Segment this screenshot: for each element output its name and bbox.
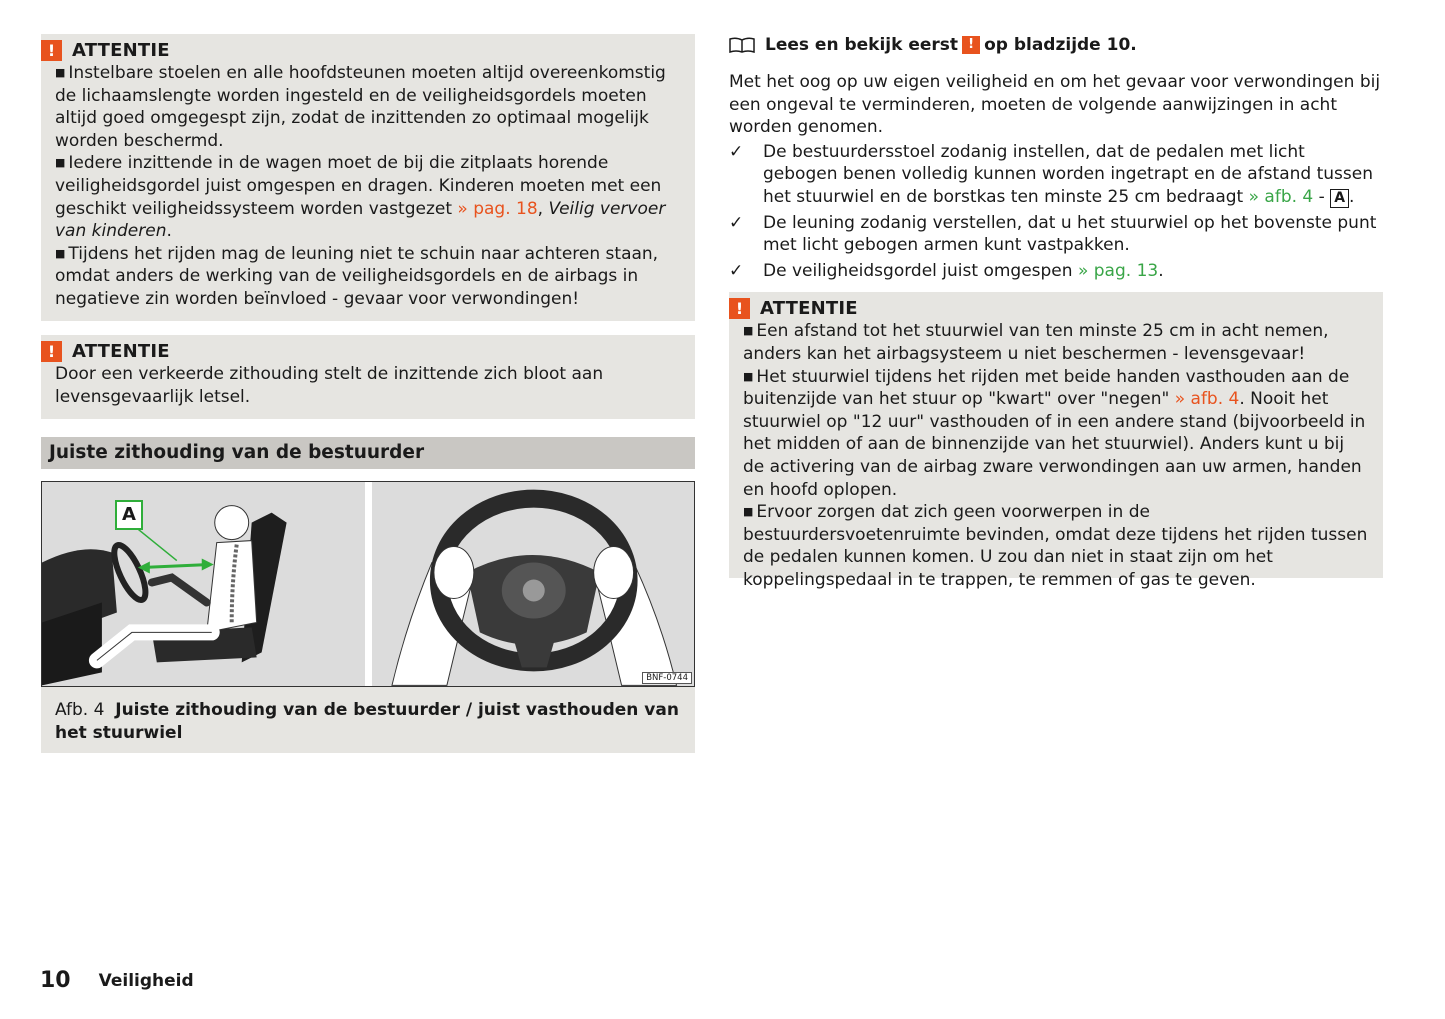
check-icon: ✓	[729, 260, 744, 281]
steering-wheel-illustration	[365, 482, 695, 686]
read-first-page: op bladzijde 10.	[984, 35, 1137, 55]
right-hand-shape	[593, 547, 633, 599]
figure-link[interactable]: » afb. 4	[1248, 186, 1314, 207]
page-number: 10	[40, 968, 71, 993]
warning-header	[729, 296, 1369, 320]
section-title: Juiste zithouding van de bestuurder	[41, 437, 695, 469]
bullet-icon: ■	[55, 66, 66, 79]
figure-code: BNF-0744	[642, 672, 692, 684]
page-footer	[40, 968, 194, 993]
warning-icon: !	[41, 40, 62, 61]
link-topic: Veilig vervoer van kinderen	[55, 198, 666, 242]
warning-title: ATTENTIE	[760, 297, 858, 319]
steering-wheel-drawing	[372, 482, 695, 686]
warning-title: ATTENTIE	[72, 340, 170, 362]
footer-section: Veiligheid	[98, 970, 194, 991]
seating-position-illustration	[42, 482, 365, 686]
warning-paragraph: Een afstand tot het stuurwiel van ten minste 25 cm in acht nemen, anders kan het airbagsysteem u niet beschermen - levensgevaar!	[743, 321, 1329, 364]
intro-paragraph: Met het oog op uw eigen veiligheid en om het gevaar voor verwondingen bij een ongeval te verminderen, moeten de volgende aanwijzingen in acht worden genomen.	[729, 72, 1381, 138]
page-link[interactable]: » pag. 18	[457, 198, 538, 219]
check-icon: ✓	[729, 141, 744, 162]
figure-4	[41, 481, 695, 687]
checklist	[729, 141, 1383, 283]
warning-box-seats	[41, 34, 695, 321]
warning-paragraph: Ervoor zorgen dat zich geen voorwerpen in de bestuurdersvoetenruimte bevinden, omdat deze tijdens het rijden tussen de pedalen kunnen komen. U zou dan niet in staat zijn om het koppelingspedaal in te trappen, te remmen of gas te geven.	[743, 502, 1368, 590]
warning-text: Door een verkeerde zithouding stelt de inzittende zich bloot aan levensgevaarlijk letsel.	[55, 364, 604, 407]
check-icon: ✓	[729, 212, 744, 233]
logo-shape	[522, 580, 544, 602]
right-column	[729, 34, 1383, 590]
read-first-notice	[729, 34, 1383, 56]
label-a: A	[115, 500, 143, 530]
bullet-icon: ■	[743, 324, 754, 338]
left-column	[41, 34, 695, 753]
driver-seat-drawing	[42, 482, 365, 686]
warning-icon: !	[962, 36, 980, 54]
bullet-icon: ■	[55, 156, 66, 170]
list-item: ✓ De veiligheidsgordel juist omgespen » pag. 13.	[729, 260, 1164, 281]
warning-box-posture	[41, 335, 695, 419]
list-item: ✓ De leuning zodanig verstellen, dat u het stuurwiel op het bovenste punt met licht gebogen armen kunt vastpakken.	[729, 212, 1377, 256]
warning-header	[41, 339, 681, 363]
warning-box-steering	[729, 292, 1383, 590]
bullet-icon: ■	[743, 505, 754, 519]
list-item: ✓ De bestuurdersstoel zodanig instellen, dat de pedalen met licht gebogen benen volledig kunnen worden ingetrapt en de afstand tussen het stuurwiel en de borstkas ten minste 25 cm bedraagt » afb. 4 - A .	[729, 141, 1373, 207]
warning-title: ATTENTIE	[72, 39, 170, 61]
bullet-icon: ■	[55, 246, 66, 260]
caption-prefix: Afb. 4	[55, 700, 105, 720]
caption-title: Juiste zithouding van de bestuurder / juist vasthouden van het stuurwiel	[55, 700, 679, 743]
warning-paragraph: Tijdens het rijden mag de leuning niet te schuin naar achteren staan, omdat anders de werking van de veiligheidsgordels en de airbags in negatieve zin worden beïnvloed - gevaar voor verwondingen!	[55, 243, 659, 309]
book-icon	[729, 36, 755, 54]
left-hand-shape	[433, 547, 473, 599]
warning-text: ■ Een afstand tot het stuurwiel van ten minste 25 cm in acht nemen, anders kan het airbagsysteem u niet beschermen - levensgevaar! ■ Het stuurwiel tijdens het rijden met beide handen vasthouden aan de buitenzijde van het stuur op "kwart" over "negen" » afb. 4. Nooit het stuurwiel op "12 uur" vasthouden of in een andere stand (bijvoorbeeld in het midden of aan de binnenzijde van het stuurwiel). Anders kunt u bij de activering van de airbag zware verwondingen aan uw armen, handen en hoofd oplopen. ■ Ervoor zorgen dat zich geen voorwerpen in de bestuurdersvoetenruimte bevinden, omdat deze tijdens het rijden tussen de pedalen kunnen komen. U zou dan niet in staat zijn om het koppelingspedaal in te trappen, te remmen of gas te geven.	[743, 321, 1368, 590]
warning-icon: !	[729, 298, 750, 319]
warning-paragraph: Instelbare stoelen en alle hoofdsteunen moeten altijd overeenkomstig de lichaamslengte worden ingesteld en de veiligheidsgordels moeten altijd goed omgegespt zijn, zodat de inzittenden zo optimaal mogelijk worden beschermd.	[55, 63, 666, 151]
head-shape	[215, 506, 249, 540]
figure-link[interactable]: » afb. 4	[1174, 389, 1240, 410]
warning-paragraph: Iedere inzittende in de wagen moet de bij die zitplaats horende veiligheidsgordel juist omgespen en dragen. Kinderen moeten met een geschikt veiligheidssysteem worden vastgezet	[55, 153, 662, 219]
warning-icon: !	[41, 341, 62, 362]
warning-paragraph: Het stuurwiel tijdens het rijden met beide handen vasthouden aan de buitenzijde van het stuur op "kwart" over "negen"	[743, 366, 1350, 410]
distance-arrow	[142, 565, 210, 568]
arm-shape	[152, 578, 207, 603]
arrow-head-right	[202, 559, 214, 571]
figure-caption	[41, 687, 695, 753]
bullet-icon: ■	[743, 369, 754, 383]
warning-text: ■ Instelbare stoelen en alle hoofdsteunen moeten altijd overeenkomstig de lichaamslengte worden ingesteld en de veiligheidsgordels moeten altijd goed omgegespt zijn, zodat de inzittenden zo optimaal mogelijk worden beschermd. ■ Iedere inzittende in de wagen moet de bij die zitplaats horende veiligheidsgordel juist omgespen en dragen. Kinderen moeten met een geschikt veiligheidssysteem worden vastgezet » pag. 18, Veilig vervoer van kinderen. ■ Tijdens het rijden mag de leuning niet te schuin naar achteren staan, omdat anders de werking van de veiligheidsgordels en de airbags in negatieve zin worden beïnvloed - gevaar voor verwondingen!	[55, 63, 666, 309]
page-link[interactable]: » pag. 13	[1077, 260, 1159, 281]
label-a-ref: A	[1330, 189, 1349, 208]
read-first-text: Lees en bekijk eerst	[765, 35, 959, 55]
warning-header	[41, 38, 681, 62]
